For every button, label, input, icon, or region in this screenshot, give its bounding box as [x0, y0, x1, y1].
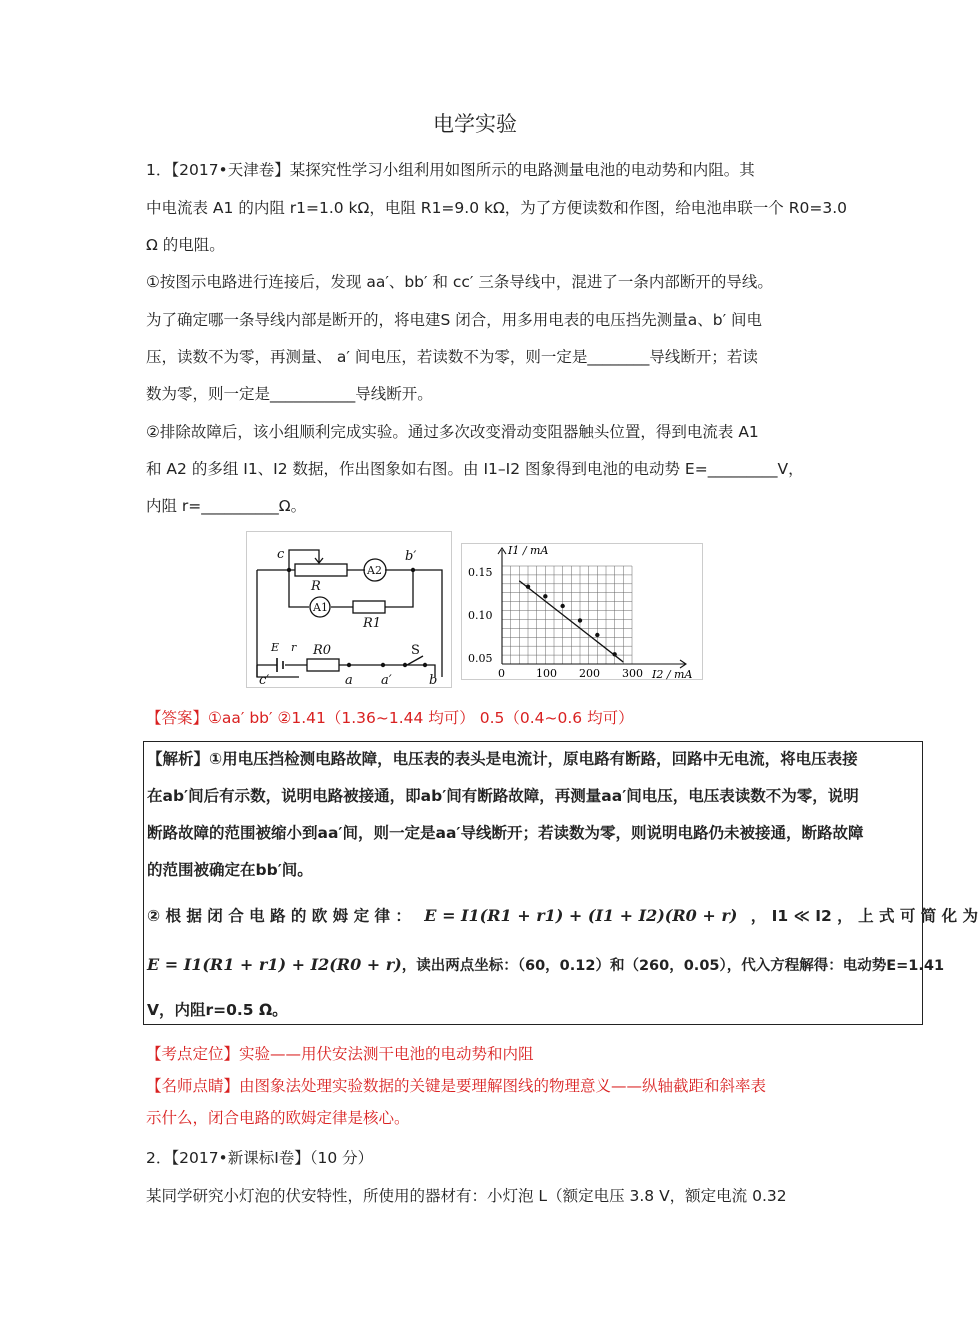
- page-title: 电学实验: [433, 112, 517, 136]
- q2-line-2: 某同学研究小灯泡的伏安特性，所使用的器材有：小灯泡 L（额定电压 3.8 V，额定电流 0.32: [146, 1187, 787, 1205]
- data-point: [526, 584, 530, 588]
- analysis-line-2: 在ab′间后有示数，说明电路被接通，即ab′间有断路故障，再测量aa′间电压，电压表读数不为零，说明: [147, 787, 859, 805]
- y-axis-label: I1 / mA: [508, 544, 549, 557]
- q1-line-3: Ω 的电阻。: [146, 236, 225, 254]
- q1-line-8: ②排除故障后，该小组顺利完成实验。通过多次改变滑动变阻器触头位置，得到电流表 A1: [146, 423, 759, 441]
- mingshi-line-1: 【名师点睛】由图象法处理实验数据的关键是要理解图线的物理意义——纵轴截距和斜率表: [146, 1077, 767, 1095]
- kaodian-line: 【考点定位】实验——用伏安法测干电池的电动势和内阻: [146, 1045, 534, 1063]
- analysis-line-5a: ② 根 据 闭 合 电 路 的 欧 姆 定 律 ：: [147, 907, 411, 925]
- analysis-line-4: 的范围被确定在bb′间。: [147, 861, 313, 879]
- data-point: [595, 633, 599, 637]
- analysis-line-6b: ，读出两点坐标：（60，0.12）和（260，0.05），代入方程解得：电动势E=1.41: [401, 958, 945, 974]
- label-c-prime: c′: [259, 673, 270, 688]
- label-R0: R0: [313, 643, 332, 658]
- analysis-line-6: [147, 954, 944, 975]
- analysis-line-5: [147, 904, 978, 926]
- circuit-diagram: [246, 531, 452, 688]
- data-point: [578, 618, 582, 622]
- data-point: [543, 594, 547, 598]
- label-A1: A1: [313, 601, 328, 614]
- q1-line-9: 和 A2 的多组 I1、I2 数据，作出图象如右图。由 I1–I2 图象得到电池的电动势 E=_________V，: [146, 460, 804, 478]
- label-a: a: [345, 673, 353, 688]
- q1-line-7: 数为零，则一定是___________导线断开。: [146, 385, 433, 403]
- label-b: b: [429, 673, 438, 688]
- q1-line-6: 压，读数不为零，再测量、 a′ 间电压，若读数不为零，则一定是________导线断开；若读: [146, 348, 758, 366]
- analysis-line-1: 【解析】①用电压挡检测电路故障，电压表的表头是电流计，原电路有断路，回路中无电流，将电压表接: [147, 750, 858, 768]
- x-tick-300: 300: [622, 667, 643, 680]
- i1-i2-graph: [461, 543, 703, 680]
- q1-line-1: 1．【2017•天津卷】某探究性学习小组利用如图所示的电路测量电池的电动势和内阻。其: [146, 161, 755, 179]
- q1-line-4: ①按图示电路进行连接后，发现 aa′、bb′ 和 cc′ 三条导线中，混进了一条内部断开的导线。: [146, 273, 773, 291]
- label-S: S: [411, 643, 420, 658]
- y-tick-0.10: 0.10: [468, 609, 493, 622]
- label-R1: R1: [363, 616, 382, 631]
- q1-line-2: 中电流表 A1 的内阻 r1=1.0 kΩ，电阻 R1=9.0 kΩ，为了方便读数和作图，给电池串联一个 R0=3.0: [146, 199, 848, 217]
- graph-svg: [462, 544, 702, 679]
- data-point: [560, 604, 564, 608]
- label-E: E: [271, 641, 280, 654]
- q1-line-5: 为了确定哪一条导线内部是断开的，将电建S 闭合，用多用电表的电压挡先测量a、b′ 间电: [146, 311, 763, 329]
- label-r: r: [291, 641, 297, 654]
- label-R: R: [311, 579, 321, 594]
- x-tick-0: 0: [498, 667, 505, 680]
- q2-line-1: 2．【2017•新课标Ⅰ卷】（10 分）: [146, 1149, 374, 1167]
- label-a-prime: a′: [381, 673, 392, 688]
- label-b-prime: b′: [405, 549, 417, 564]
- circuit-svg: [247, 532, 451, 687]
- answer-line: 【答案】①aa′ bb′ ②1.41（1.36~1.44 均可） 0.5（0.4~0.6 均可）: [146, 709, 634, 727]
- label-A2: A2: [367, 564, 382, 577]
- y-tick-0.05: 0.05: [468, 652, 493, 665]
- mingshi-line-2: 示什么，闭合电路的欧姆定律是核心。: [146, 1109, 410, 1127]
- analysis-line-5c: ， I1 ≪ I2 ， 上 式 可 简 化 为: [750, 907, 978, 925]
- x-tick-100: 100: [536, 667, 557, 680]
- label-c: c: [277, 547, 285, 562]
- q1-line-10: 内阻 r=__________Ω。: [146, 497, 307, 515]
- formula-simplified: E = I1(R1 + r1) + I2(R0 + r): [147, 955, 402, 974]
- analysis-line-3: 断路故障的范围被缩小到aa′间，则一定是aa′导线断开；若读数为零，则说明电路仍未被接通，断路故障: [147, 824, 864, 842]
- x-axis-label: I2 / mA: [652, 668, 693, 681]
- formula-full: E = I1(R1 + r1) + (I1 + I2)(R0 + r): [424, 906, 738, 925]
- data-point: [612, 652, 616, 656]
- x-tick-200: 200: [579, 667, 600, 680]
- y-tick-0.15: 0.15: [468, 566, 493, 579]
- analysis-line-7: V，内阻r=0.5 Ω。: [147, 1001, 288, 1019]
